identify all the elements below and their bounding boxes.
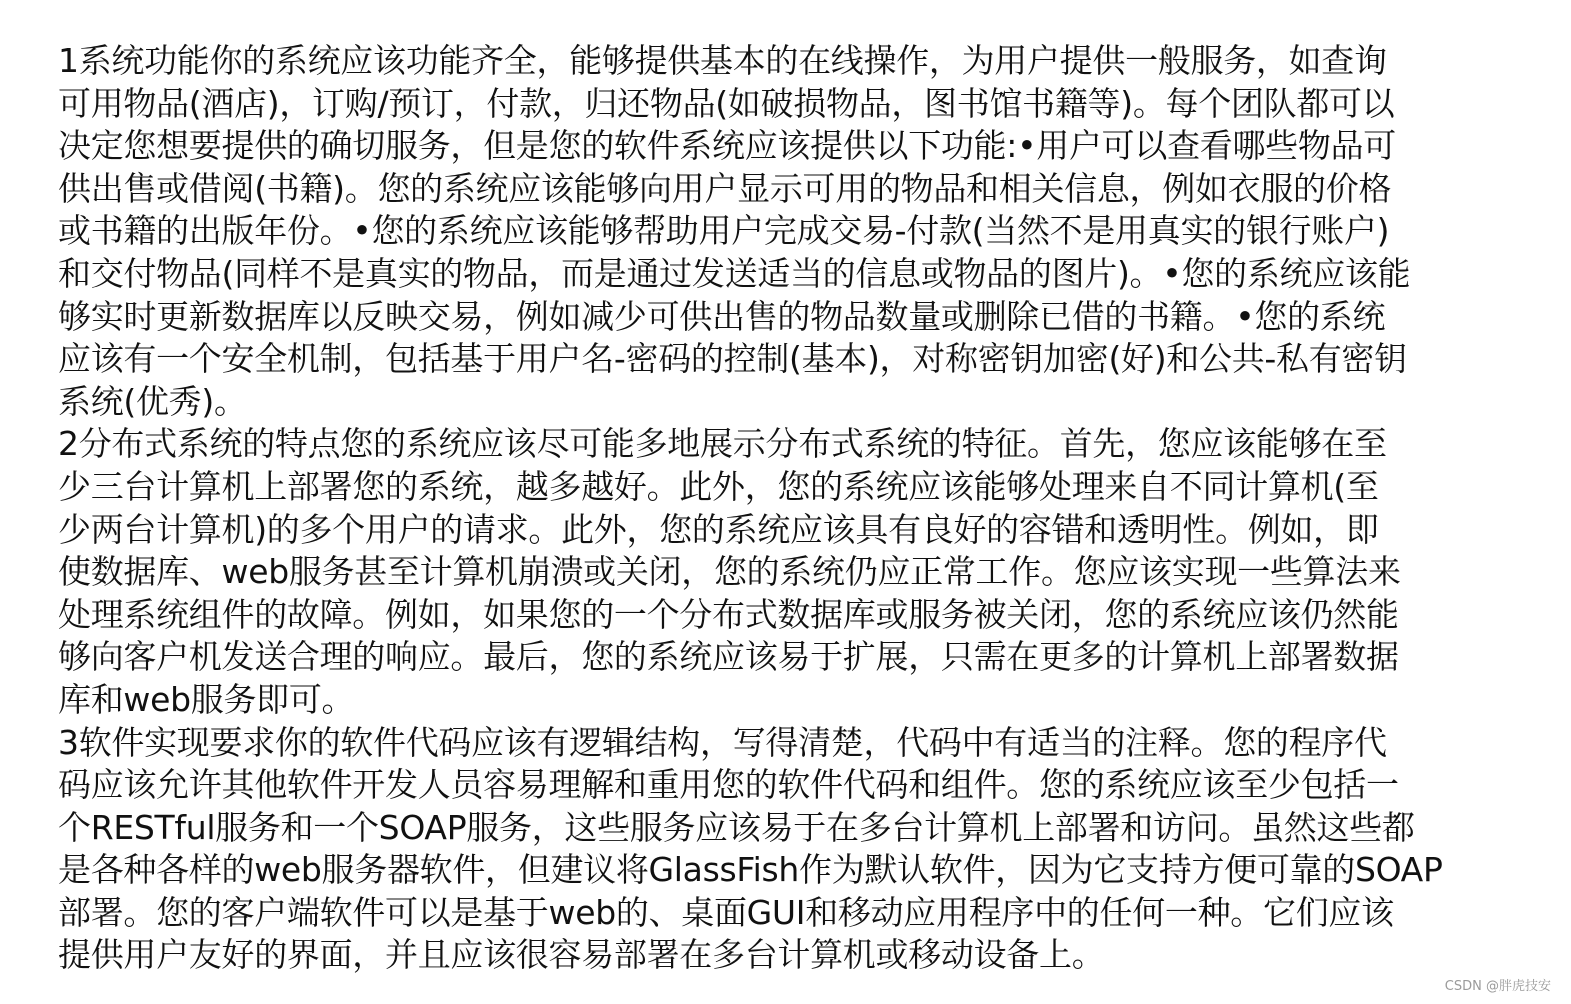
paragraph-distributed-features: 2分布式系统的特点您的系统应该尽可能多地展示分布式系统的特征。首先，您应该能够在至 少三台计算机上部署您的系统，越多越好。此外，您的系统应该能够处理来自不同计算机(至 少两台计算机)的多个用户的请求。此外，您的系统应该具有良好的容错和透明性。例如，即 使数据库、web服务甚至计算机崩溃或关闭，您的系统仍应正常工作。您应该实现一些算法来 处理系统组件的故障。例如，如果您的一个分布式数据库或服务被关闭，您的系统应该仍然能 够向客户机发送合理的响应。最后，您的系统应该易于扩展，只需在更多的计算机上部署数据 库和web服务即可。 [58, 424, 1401, 719]
paragraph-system-functions: 1系统功能你的系统应该功能齐全，能够提供基本的在线操作，为用户提供一般服务，如查询 可用物品(酒店)，订购/预订，付款，归还物品(如破损物品，图书馆书籍等)。每个团队都可以 决定您想要提供的确切服务，但是您的软件系统应该提供以下功能:•用户可以查看哪些物品可 供出售或借阅(书籍)。您的系统应该能够向用户显示可用的物品和相关信息，例如衣服的价格 或书籍的出版年份。•您的系统应该能够帮助用户完成交易-付款(当然不是用真实的银行账户) 和交付物品(同样不是真实的物品，而是通过发送适当的信息或物品的图片)。•您的系统应该能 够实时更新数据库以反映交易，例如减少可供出售的物品数量或删除已借的书籍。•您的系统 应该有一个安全机制，包括基于用户名-密码的控制(基本)，对称密钥加密(好)和公共-私有密钥 系统(优秀)。 [58, 41, 1411, 421]
paragraph-software-implementation: 3软件实现要求你的软件代码应该有逻辑结构，写得清楚，代码中有适当的注释。您的程序代 码应该允许其他软件开发人员容易理解和重用您的软件代码和组件。您的系统应该至少包括一 个RESTful服务和一个SOAP服务，这些服务应该易于在多台计算机上部署和访问。虽然这些都 是各种各样的web服务器软件，但建议将GlassFish作为默认软件，因为它支持方便可靠的SOAP 部署。您的客户端软件可以是基于web的、桌面GUI和移动应用程序中的任何一种。它们应该 提供用户友好的界面，并且应该很容易部署在多台计算机或移动设备上。 [58, 722, 1443, 975]
csdn-watermark: CSDN @胖虎技安 [1444, 979, 1551, 994]
document-body [58, 40, 1528, 977]
